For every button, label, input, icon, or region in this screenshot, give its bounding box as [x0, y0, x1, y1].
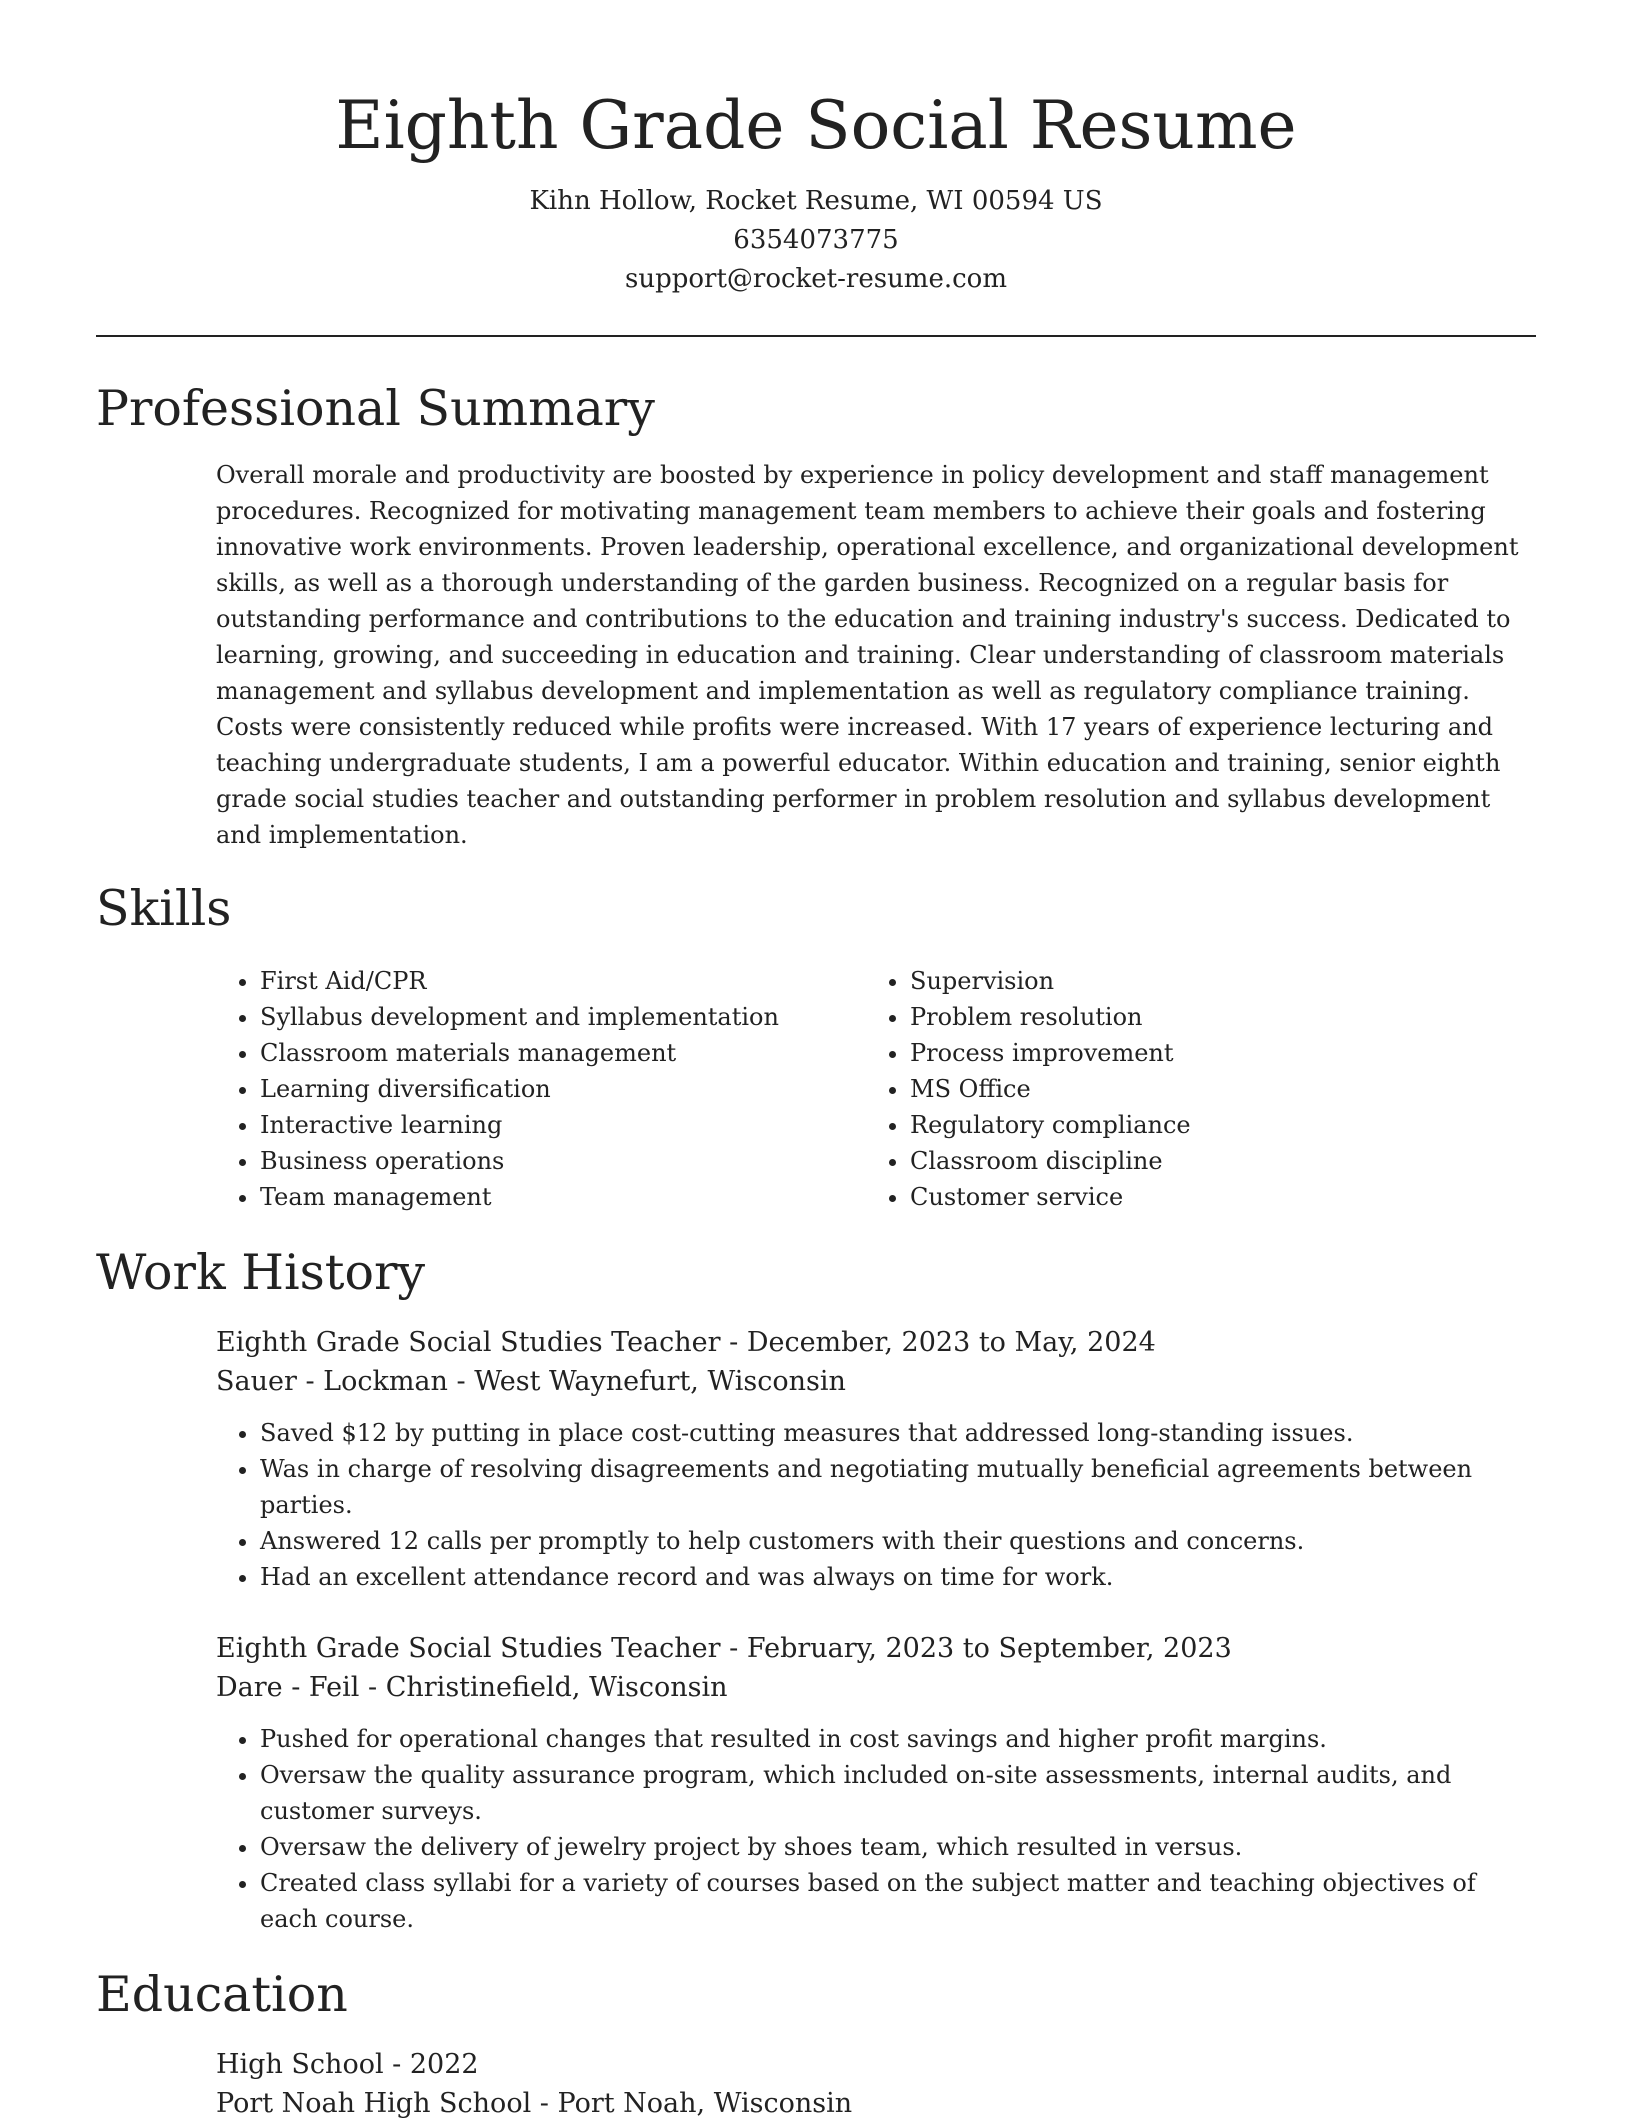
- skills-column-2: [866, 963, 1486, 1215]
- contact-block: [96, 182, 1536, 299]
- skill-item: • Classroom materials management: [260, 1035, 866, 1071]
- contact-email: support@rocket-resume.com: [624, 264, 1007, 294]
- work-title: Work History: [96, 1244, 426, 1301]
- job-bullet: • Oversaw the quality assurance program, which included on-site assessments, internal audits, and customer surveys.: [260, 1757, 1536, 1829]
- education-year: - 2022: [383, 2049, 479, 2080]
- education-title: Education: [96, 1966, 348, 2023]
- skills-list: [216, 963, 1536, 1215]
- education-location: - Port Noah, Wisconsin: [531, 2088, 853, 2119]
- job-company: Sauer - Lockman: [216, 1366, 448, 1397]
- job-title-line: [216, 1629, 1536, 1668]
- education-degree-line: [216, 2045, 1536, 2084]
- job-bullets: [216, 1415, 1536, 1595]
- skill-item: • Problem resolution: [910, 999, 1486, 1035]
- job-title: Eighth Grade Social Studies Teacher: [216, 1327, 721, 1358]
- resume-name: Eighth Grade Social Resume: [335, 87, 1297, 164]
- skill-item: • Regulatory compliance: [910, 1107, 1486, 1143]
- skill-item: • Interactive learning: [260, 1107, 866, 1143]
- job-bullets: [216, 1721, 1536, 1937]
- skill-item: • Supervision: [910, 963, 1486, 999]
- work-section: [96, 1241, 1536, 1937]
- job-location: - Christinefield, Wisconsin: [359, 1672, 728, 1703]
- skills-column-1: [216, 963, 866, 1215]
- job-bullet: • Pushed for operational changes that resulted in cost savings and higher profit margins.: [260, 1721, 1536, 1757]
- skill-item: • Classroom discipline: [910, 1143, 1486, 1179]
- header-divider: [96, 335, 1536, 337]
- job-company-line: [216, 1668, 1536, 1707]
- education-school: Port Noah High School: [216, 2088, 532, 2119]
- contact-phone: 6354073775: [733, 225, 899, 255]
- education-degree: High School: [216, 2049, 384, 2080]
- skill-item: • Process improvement: [910, 1035, 1486, 1071]
- summary-title: Professional Summary: [96, 380, 655, 437]
- job-bullet: • Answered 12 calls per promptly to help customers with their questions and concerns.: [260, 1523, 1536, 1559]
- resume-page: [96, 0, 1536, 2123]
- education-section: [96, 1963, 1536, 2123]
- job-bullet: • Saved $12 by putting in place cost-cutting measures that addressed long-standing issues.: [260, 1415, 1536, 1451]
- job-title: Eighth Grade Social Studies Teacher: [216, 1633, 721, 1664]
- job-entry: [216, 1323, 1536, 1595]
- skill-item: • Business operations: [260, 1143, 866, 1179]
- job-dates: - December, 2023 to May, 2024: [720, 1327, 1156, 1358]
- skill-item: • Learning diversification: [260, 1071, 866, 1107]
- resume-header: [96, 0, 1536, 299]
- summary-text: Overall morale and productivity are boosted by experience in policy development and staff management procedures. Recognized for motivating management team members to achieve their goals and fostering innovative work environments. Proven leadership, operational excellence, and organizational development skills, as well as a thorough understanding of the garden business. Recognized on a regular basis for outstanding performance and contributions to the education and training industry's success. Dedicated to learning, growing, and succeeding in education and training. Clear understanding of classroom materials management and syllabus development and implementation as well as regulatory compliance training. Costs were consistently reduced while profits were increased. With 17 years of experience lecturing and teaching undergraduate students, I am a powerful educator. Within education and training, senior eighth grade social studies teacher and outstanding performer in problem resolution and syllabus development and implementation.: [216, 461, 1519, 849]
- job-bullet: • Oversaw the delivery of jewelry project by shoes team, which resulted in versus.: [260, 1829, 1536, 1865]
- skill-item: • MS Office: [910, 1071, 1486, 1107]
- job-bullet: • Created class syllabi for a variety of courses based on the subject matter and teaching objectives of each course.: [260, 1865, 1536, 1937]
- job-company: Dare - Feil: [216, 1672, 360, 1703]
- skill-item: • First Aid/CPR: [260, 963, 866, 999]
- job-company-line: [216, 1362, 1536, 1401]
- skill-item: • Customer service: [910, 1179, 1486, 1215]
- job-title-line: [216, 1323, 1536, 1362]
- job-dates: - February, 2023 to September, 2023: [720, 1633, 1232, 1664]
- job-bullet: • Was in charge of resolving disagreements and negotiating mutually beneficial agreements between parties.: [260, 1451, 1536, 1523]
- contact-address: Kihn Hollow, Rocket Resume, WI 00594 US: [529, 186, 1103, 216]
- education-school-line: [216, 2084, 1536, 2123]
- job-bullet: • Had an excellent attendance record and was always on time for work.: [260, 1559, 1536, 1595]
- job-location: - West Waynefurt, Wisconsin: [447, 1366, 846, 1397]
- education-entry: [216, 2045, 1536, 2123]
- skill-item: • Team management: [260, 1179, 866, 1215]
- skills-title: Skills: [96, 880, 232, 937]
- skills-section: [96, 877, 1536, 1215]
- summary-section: [96, 377, 1536, 853]
- job-entry: [216, 1629, 1536, 1937]
- skill-item: • Syllabus development and implementation: [260, 999, 866, 1035]
